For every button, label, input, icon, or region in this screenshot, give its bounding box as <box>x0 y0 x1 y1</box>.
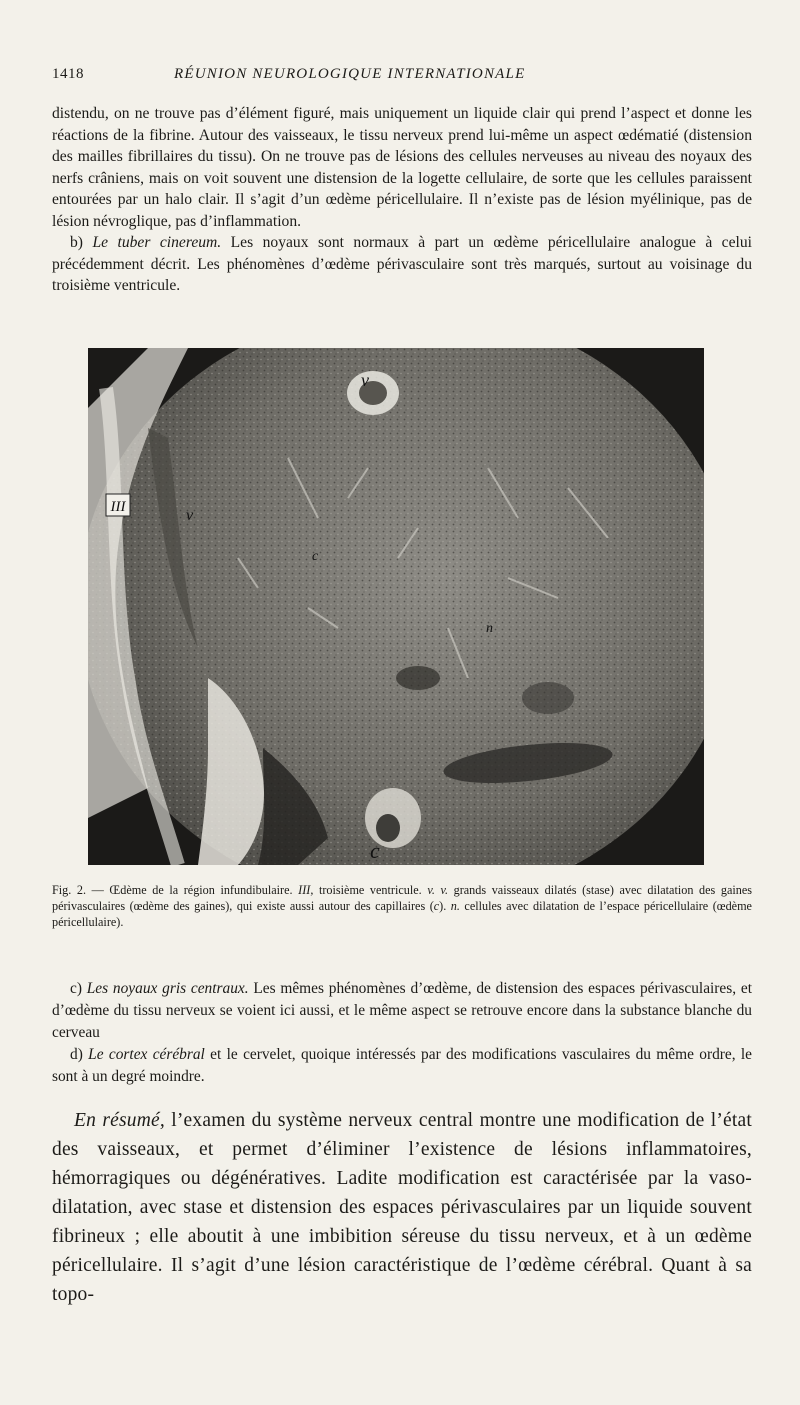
micrograph-image <box>88 348 704 865</box>
paragraph-tuber-cinereum <box>52 232 752 297</box>
item-marker: c) <box>70 980 87 997</box>
label-vessel-top: v <box>361 370 369 390</box>
caption-text-5: cellules avec dilatation de l’espace péricellulaire (œdème péricellulaire). <box>52 899 752 929</box>
caption-label-iii: III, <box>298 883 314 897</box>
text-block-top <box>52 103 752 297</box>
label-vessel-left: v <box>186 507 194 524</box>
item-marker: d) <box>70 1046 89 1063</box>
paragraph-continued: distendu, on ne trouve pas d’élément figuré, mais uniquement un liquide clair qui prend l’aspect et donne les réactions de la fibrine. Autour des vaisseaux, le tissu nerveux prend lui-même un aspect œdématié (distension des mailles fibrillaires du tissu). On ne trouve pas de lésions des cellules nerveuses au niveau des noyaux des nerfs crâniens, mais on voit souvent une distension de la logette cellulaire, de sorte que les cellules paraissent entourées par un halo clair. Il s’agit d’un œdème péricellulaire. Il n’existe pas de lésion myélinique, pas de lésion névroglique, pas d’inflammation. <box>52 105 752 230</box>
paragraph-text: Les mêmes phénomènes d’œdème, de distension des espaces périvasculaires, et d’œdème du tissu nerveux se voient ici aussi, et le même aspect se retrouve encore dans la substance blanche du cerveau <box>52 980 752 1041</box>
page-number: 1418 <box>52 66 84 82</box>
section-heading-noyaux: Les noyaux gris centraux. <box>86 980 249 997</box>
label-capillary-bottom: c <box>370 838 380 863</box>
caption-label-n: n. <box>450 899 460 913</box>
section-heading-tuber: Le tuber cinereum. <box>92 234 222 251</box>
paragraph-summary <box>52 1106 752 1309</box>
label-third-ventricle: III <box>110 499 126 515</box>
micrograph-figure <box>88 348 704 865</box>
paragraph-text: Les noyaux sont normaux à part un œdème péricellulaire analogue à celui précédemment décrit. Les phénomènes d’œdème périvasculaire sont très marqués, surtout au voisinage du troisième ventricule. <box>52 234 752 294</box>
summary-block <box>52 1106 752 1309</box>
running-title: RÉUNION NEUROLOGIQUE INTERNATIONALE <box>174 66 526 82</box>
figure-caption <box>52 882 752 930</box>
summary-lead: En résumé, <box>74 1110 165 1131</box>
section-heading-cortex: Le cortex cérébral <box>88 1046 205 1063</box>
label-cells: n <box>486 621 493 636</box>
caption-text-4: ). <box>439 899 451 913</box>
caption-text-2: troisième ventricule. <box>313 883 428 897</box>
paragraph-cortex <box>52 1044 752 1088</box>
caption-prefix: Fig. 2. — Œdème de la région infundibulaire. <box>52 883 299 897</box>
text-block-middle <box>52 978 752 1088</box>
caption-label-vv: v. v. <box>427 883 449 897</box>
caption-text-3: grands vaisseaux dilatés (stase) avec dilatation des gaines périvasculaires (œdème des gaines), qui existe aussi autour des capillaires ( <box>52 883 753 913</box>
summary-text: l’examen du système nerveux central montre une modification de l’état des vaisseaux, et permet d’éliminer l’existence de lésions inflammatoires, hémorragiques ou dégénératives. Ladite modification est caractérisée par la vaso-dilatation, avec stase et distension des espaces périvasculaires par un liquide souvent fibrineux ; elle aboutit à une imbibition séreuse du tissu nerveux, et à un œdème péricellulaire. Il s’agit d’une lésion caractéristique de l’œdème cérébral. Quant à sa topo- <box>52 1110 752 1305</box>
caption-label-c: c <box>433 899 440 913</box>
paragraph-text: et le cervelet, quoique intéressés par des modifications vasculaires du même ordre, le sont à un degré moindre. <box>52 1046 753 1085</box>
label-capillary: c <box>312 549 319 564</box>
paragraph-noyaux-gris <box>52 978 752 1044</box>
item-marker: b) <box>70 234 93 251</box>
